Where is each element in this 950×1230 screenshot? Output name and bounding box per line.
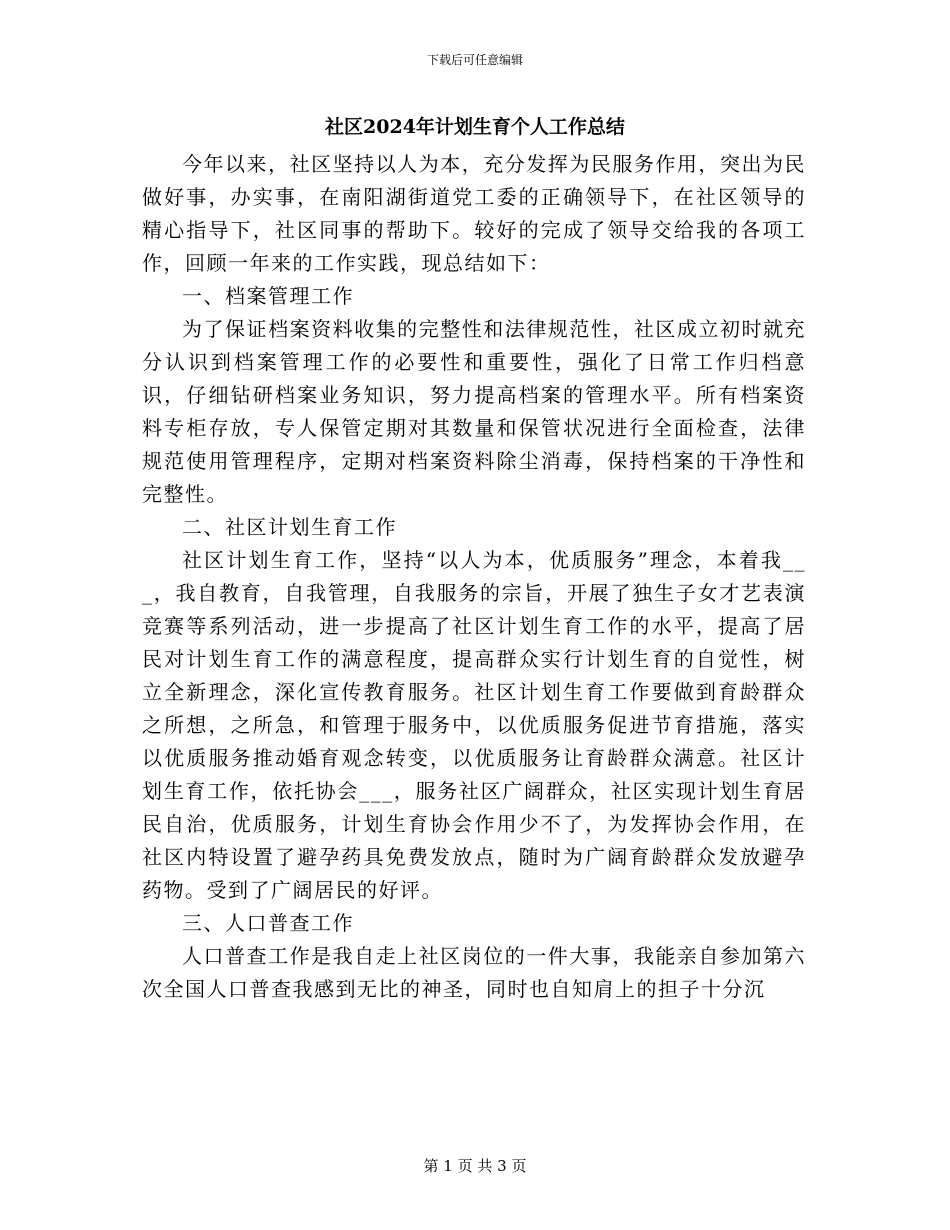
section-paragraph-family-planning: 社区计划生育工作，坚持“以人为本，优质服务”理念，本着我___，我自教育，自我管理，自我服务的宗旨，开展了独生子女才艺表演竞赛等系列活动，进一步提高了社区计划生育工作的水平，提高了居民对计划生育工作的满意程度，提高群众实行计划生育的自觉性，树立全新理念，深化宣传教育服务。社区计划生育工作要做到育龄群众之所想，之所急，和管理于服务中，以优质服务促进节育措施，落实以优质服务推动婚育观念转变，以优质服务让育龄群众满意。社区计划生育工作，依托协会___，服务社区广阔群众，社区实现计划生育居民自治，优质服务，计划生育协会作用少不了，为发挥协会作用，在社区内特设置了避孕药具免费发放点，随时为广阔育龄群众发放避孕药物。受到了广阔居民的好评。 <box>142 548 806 902</box>
document-title: 社区2024年计划生育个人工作总结 <box>325 116 625 138</box>
intro-paragraph: 今年以来，社区坚持以人为本，充分发挥为民服务作用，突出为民做好事，办实事，在南阳湖街道党工委的正确领导下，在社区领导的精心指导下，社区同事的帮助下。较好的完成了领导交给我的各项工作，回顾一年来的工作实践，现总结如下： <box>142 152 806 275</box>
section-heading-archives: 一、档案管理工作 <box>182 284 354 308</box>
page-number-footer: 第 1 页 共 3 页 <box>423 1157 527 1175</box>
section-heading-census: 三、人口普查工作 <box>182 911 354 935</box>
section-heading-family-planning: 二、社区计划生育工作 <box>182 515 397 539</box>
section-paragraph-census: 人口普查工作是我自走上社区岗位的一件大事，我能亲自参加第六次全国人口普查我感到无比的神圣，同时也自知肩上的担子十分沉 <box>142 944 806 1001</box>
document-body <box>142 148 806 1006</box>
section-paragraph-archives: 为了保证档案资料收集的完整性和法律规范性，社区成立初时就充分认识到档案管理工作的必要性和重要性，强化了日常工作归档意识，仔细钻研档案业务知识，努力提高档案的管理水平。所有档案资料专柜存放，专人保管定期对其数量和保管状况进行全面检查，法律规范使用管理程序，定期对档案资料除尘消毒，保持档案的干净性和完整性。 <box>142 317 806 506</box>
page-header-note: 下载后可任意编辑 <box>426 53 523 67</box>
